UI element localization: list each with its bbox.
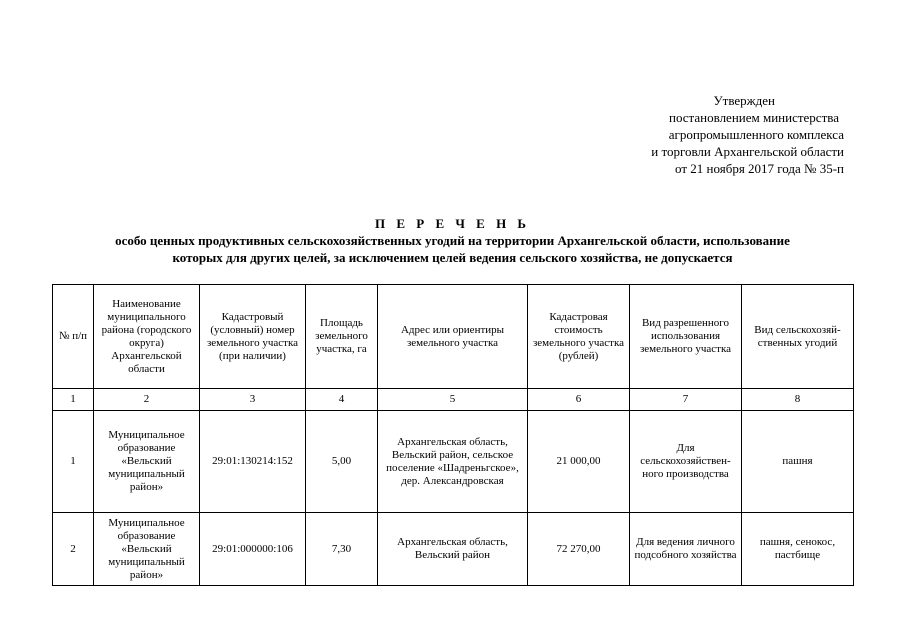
approval-line: постановлением министерства bbox=[668, 110, 839, 125]
header-cell: № п/п bbox=[53, 285, 94, 389]
header-cell: Вид сельскохозяй-ственных угодий bbox=[742, 285, 854, 389]
land-type-cell: пашня bbox=[742, 411, 854, 513]
land-type-cell: пашня, сенокос, пастбище bbox=[742, 513, 854, 586]
column-number-cell: 7 bbox=[630, 389, 742, 411]
title-subtitle-line: которых для других целей, за исключением целей ведения сельского хозяйства, не допускается bbox=[172, 250, 733, 265]
cost-cell: 72 270,00 bbox=[528, 513, 630, 586]
column-number-cell: 4 bbox=[306, 389, 378, 411]
header-cell: Наименование муниципального района (городского округа) Архангельской области bbox=[94, 285, 200, 389]
column-number-cell: 6 bbox=[528, 389, 630, 411]
document-title bbox=[40, 216, 865, 266]
header-cell: Площадь земельного участка, га bbox=[306, 285, 378, 389]
permitted-use-cell: Для ведения личного подсобного хозяйства bbox=[630, 513, 742, 586]
area-cell: 7,30 bbox=[306, 513, 378, 586]
land-list-table bbox=[52, 284, 854, 586]
row-number-cell: 1 bbox=[53, 411, 94, 513]
approval-line: агропромышленного комплекса bbox=[668, 127, 844, 142]
cadastral-number-cell: 29:01:130214:152 bbox=[200, 411, 306, 513]
header-cell: Кадастровая стоимость земельного участка (рублей) bbox=[528, 285, 630, 389]
area-cell: 5,00 bbox=[306, 411, 378, 513]
address-cell: Архангельская область, Вельский район bbox=[378, 513, 528, 586]
column-number-cell: 2 bbox=[94, 389, 200, 411]
row-number-cell: 2 bbox=[53, 513, 94, 586]
column-number-cell: 3 bbox=[200, 389, 306, 411]
approval-block bbox=[651, 92, 844, 177]
municipality-cell: Муниципальное образование «Вельский муниципальный район» bbox=[94, 411, 200, 513]
address-cell: Архангельская область, Вельский район, сельское поселение «Шадреньгское», дер. Александровская bbox=[378, 411, 528, 513]
cadastral-number-cell: 29:01:000000:106 bbox=[200, 513, 306, 586]
column-number-cell: 5 bbox=[378, 389, 528, 411]
approval-line: от 21 ноября 2017 года № 35-п bbox=[675, 161, 844, 176]
table-row bbox=[53, 411, 854, 513]
table-row bbox=[53, 513, 854, 586]
header-cell: Кадастровый (условный) номер земельного участка (при наличии) bbox=[200, 285, 306, 389]
column-number-cell: 8 bbox=[742, 389, 854, 411]
permitted-use-cell: Для сельскохозяйствен-ного производства bbox=[630, 411, 742, 513]
approval-line: Утвержден bbox=[713, 93, 775, 108]
title-subtitle-line: особо ценных продуктивных сельскохозяйственных угодий на территории Архангельской области, использование bbox=[115, 233, 790, 248]
approval-line: и торговли Архангельской области bbox=[651, 144, 844, 159]
cost-cell: 21 000,00 bbox=[528, 411, 630, 513]
title-heading: П Е Р Е Ч Е Н Ь bbox=[374, 216, 531, 231]
header-row bbox=[53, 285, 854, 389]
column-number-row bbox=[53, 389, 854, 411]
header-cell: Вид разрешенного использования земельного участка bbox=[630, 285, 742, 389]
municipality-cell: Муниципальное образование «Вельский муниципальный район» bbox=[94, 513, 200, 586]
column-number-cell: 1 bbox=[53, 389, 94, 411]
header-cell: Адрес или ориентиры земельного участка bbox=[378, 285, 528, 389]
